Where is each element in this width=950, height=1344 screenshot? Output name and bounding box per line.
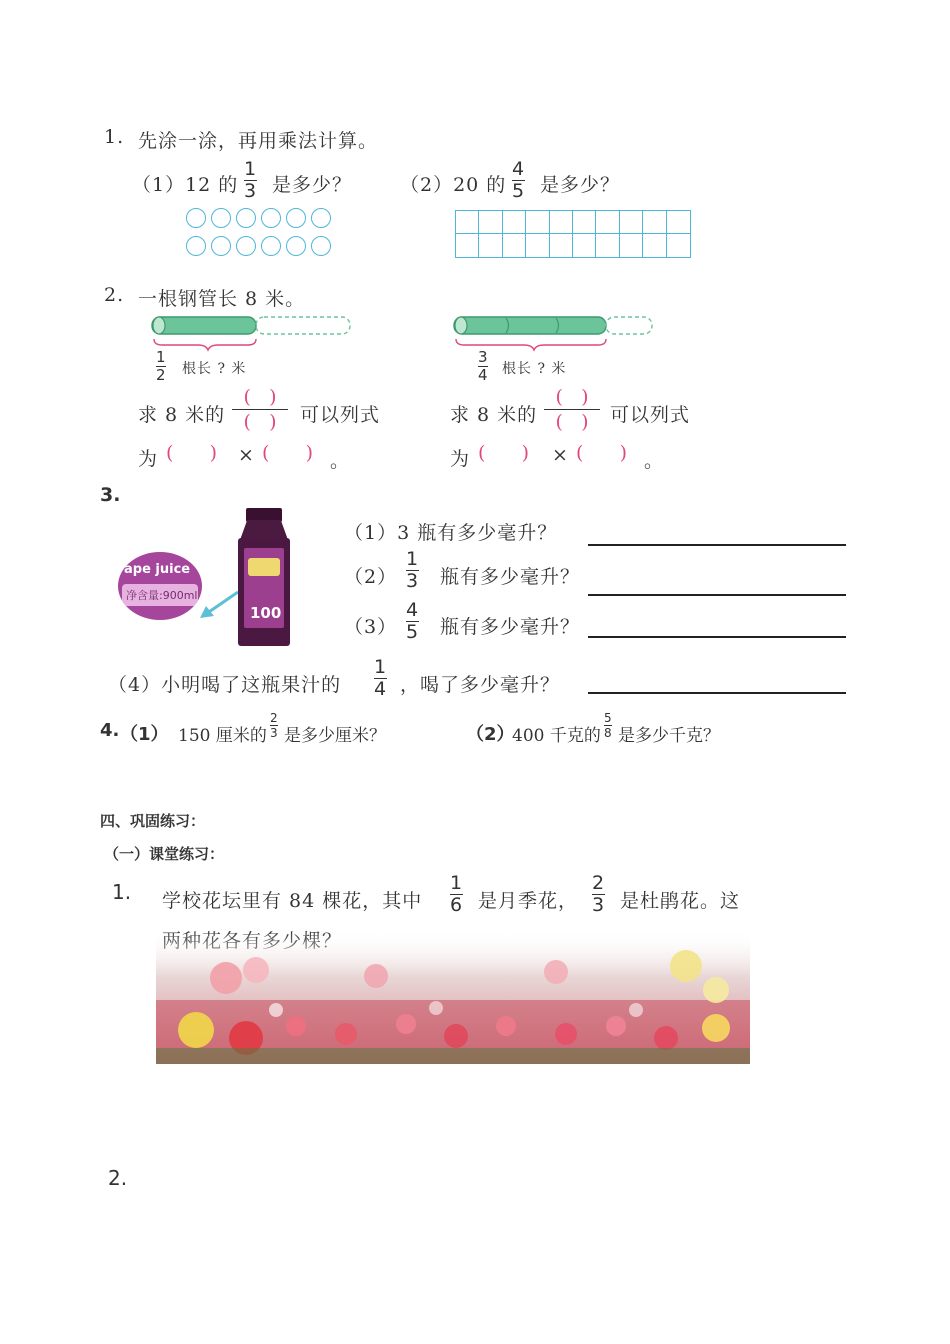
- fraction-denominator: 5: [512, 180, 526, 202]
- paren: (: [243, 411, 251, 433]
- paren: ): [269, 386, 277, 408]
- fraction-numerator: 3: [478, 348, 488, 366]
- answer-line[interactable]: [588, 636, 846, 638]
- s2-right-end: 。: [644, 450, 665, 472]
- juice-label-title: ape juice: [124, 562, 191, 577]
- juice-label-badge: [118, 552, 202, 620]
- answer-line[interactable]: [588, 544, 846, 546]
- paren: (: [555, 386, 563, 408]
- s1-q1-suffix: 是多少？: [272, 174, 353, 196]
- s2-right-fraction: [478, 350, 488, 383]
- s2-left-formula-tail: 可以列式: [300, 404, 381, 426]
- fraction-numerator: 2: [592, 872, 606, 894]
- s2-left-wei: 为: [138, 448, 159, 470]
- s2-left-fraction: [156, 350, 166, 383]
- s1-q2-prefix: （2）20 的: [400, 174, 507, 196]
- practice-2-number: 2.: [108, 1166, 128, 1190]
- s4-q1-suffix: 是多少厘米？: [284, 726, 386, 746]
- s1-q1-fraction: [244, 160, 257, 201]
- circle-shape[interactable]: [186, 208, 206, 228]
- s2-left-blank-2[interactable]: ( ): [262, 442, 315, 464]
- square-grid[interactable]: [455, 210, 691, 258]
- s4-q2-suffix: 是多少千克？: [618, 726, 720, 746]
- s3-q2-fraction: [406, 550, 419, 591]
- practice-1-fraction-2: [592, 874, 605, 915]
- paren: ): [269, 411, 277, 433]
- fraction-numerator: 1: [156, 348, 166, 366]
- s4-q1-prefix: 150 厘米的: [178, 726, 267, 746]
- juice-bottle: [236, 508, 292, 646]
- s2-right-label: 根长 ? 米: [502, 361, 567, 377]
- s3-q1: （1）3 瓶有多少毫升？: [344, 522, 558, 544]
- fraction-denominator: 5: [406, 621, 420, 643]
- fraction-numerator: 1: [406, 548, 420, 570]
- fraction-numerator: 2: [270, 711, 278, 725]
- juice-label-content: 净含量:900ml: [126, 589, 198, 602]
- paren: (: [243, 386, 251, 408]
- s2-right-wei: 为: [450, 448, 471, 470]
- paren: (: [555, 411, 563, 433]
- answer-line[interactable]: [588, 692, 846, 694]
- practice-1-prefix: 学校花坛里有 84 棵花，其中: [162, 890, 423, 912]
- practice-subheading: （一）课堂练习：: [104, 845, 225, 863]
- s2-right-blank-1[interactable]: ( ): [478, 442, 531, 464]
- fraction-numerator: 4: [406, 599, 420, 621]
- s2-right-times: ×: [552, 444, 569, 466]
- s3-q3-suffix: 瓶有多少毫升？: [440, 616, 581, 638]
- circle-shape[interactable]: [261, 208, 281, 228]
- s2-right-formula-tail: 可以列式: [610, 404, 691, 426]
- s4-q1-tag: （1）: [120, 724, 169, 745]
- fraction-numerator: 4: [512, 158, 526, 180]
- circle-shape[interactable]: [261, 236, 281, 256]
- fraction-denominator: 4: [374, 678, 388, 700]
- s1-q2-fraction: [512, 160, 525, 201]
- section-2-number: 2.: [104, 284, 125, 306]
- pipe-left-diagram: [148, 312, 358, 352]
- circle-shape[interactable]: [286, 236, 306, 256]
- section-4-number: 4.: [100, 720, 120, 741]
- s2-left-label: 根长 ? 米: [182, 361, 247, 377]
- circle-shape[interactable]: [211, 236, 231, 256]
- fraction-numerator: 5: [604, 711, 612, 725]
- s3-q3-fraction: [406, 601, 419, 642]
- circle-shape[interactable]: [311, 208, 331, 228]
- practice-1-fraction-1: [450, 874, 463, 915]
- s2-left-end: 。: [330, 450, 351, 472]
- circle-shape[interactable]: [236, 208, 256, 228]
- s2-right-frac-blank[interactable]: [544, 386, 600, 433]
- paren: ): [581, 411, 589, 433]
- circle-shape[interactable]: [211, 208, 231, 228]
- s3-q2-prefix: （2）: [344, 566, 398, 588]
- s2-right-ask: 求 8 米的: [450, 404, 538, 426]
- circle-shape[interactable]: [311, 236, 331, 256]
- fraction-denominator: 3: [406, 570, 420, 592]
- s2-left-frac-blank[interactable]: [232, 386, 288, 433]
- fraction-numerator: 1: [374, 656, 388, 678]
- s3-q4-suffix: ，喝了多少毫升？: [400, 674, 561, 696]
- s4-q2-tag: （2）: [466, 724, 515, 745]
- paren: ): [581, 386, 589, 408]
- s1-q2-suffix: 是多少？: [540, 174, 621, 196]
- fraction-denominator: 4: [478, 366, 488, 384]
- s3-q4-fraction: [374, 658, 387, 699]
- bottle-text: 100: [250, 604, 282, 622]
- fraction-denominator: 2: [156, 366, 166, 384]
- fraction-denominator: 3: [592, 894, 606, 916]
- s3-q2-suffix: 瓶有多少毫升？: [440, 566, 581, 588]
- circle-shape[interactable]: [186, 236, 206, 256]
- practice-1-number: 1.: [112, 880, 132, 904]
- s2-left-times: ×: [238, 444, 255, 466]
- s4-q1-fraction: [270, 712, 278, 739]
- fraction-numerator: 1: [450, 872, 464, 894]
- fraction-denominator: 3: [244, 180, 258, 202]
- practice-heading: 四、巩固练习：: [100, 812, 206, 830]
- s2-left-ask: 求 8 米的: [138, 404, 226, 426]
- s3-q4-prefix: （4）小明喝了这瓶果汁的: [108, 674, 342, 696]
- section-3-number: 3.: [100, 484, 121, 506]
- fraction-denominator: 8: [604, 726, 612, 740]
- answer-line[interactable]: [588, 594, 846, 596]
- fraction-numerator: 1: [244, 158, 258, 180]
- pipe-right-diagram: [450, 312, 660, 352]
- section-2-title: 一根钢管长 8 米。: [138, 288, 306, 310]
- flower-bed-image: [156, 930, 750, 1064]
- fraction-denominator: 3: [270, 726, 278, 740]
- circle-shape[interactable]: [236, 236, 256, 256]
- circle-shape[interactable]: [286, 208, 306, 228]
- practice-1-middle: 是月季花，: [478, 890, 579, 912]
- s1-q1-prefix: （1）12 的: [132, 174, 239, 196]
- fraction-denominator: 6: [450, 894, 464, 916]
- s2-left-blank-1[interactable]: ( ): [166, 442, 219, 464]
- s3-q3-prefix: （3）: [344, 616, 398, 638]
- s4-q2-prefix: 400 千克的: [512, 726, 601, 746]
- practice-1-suffix: 是杜鹃花。这: [620, 890, 741, 912]
- section-1-title: 先涂一涂，再用乘法计算。: [138, 130, 379, 152]
- section-1-number: 1.: [104, 126, 125, 148]
- s4-q2-fraction: [604, 712, 612, 739]
- s2-right-blank-2[interactable]: ( ): [576, 442, 629, 464]
